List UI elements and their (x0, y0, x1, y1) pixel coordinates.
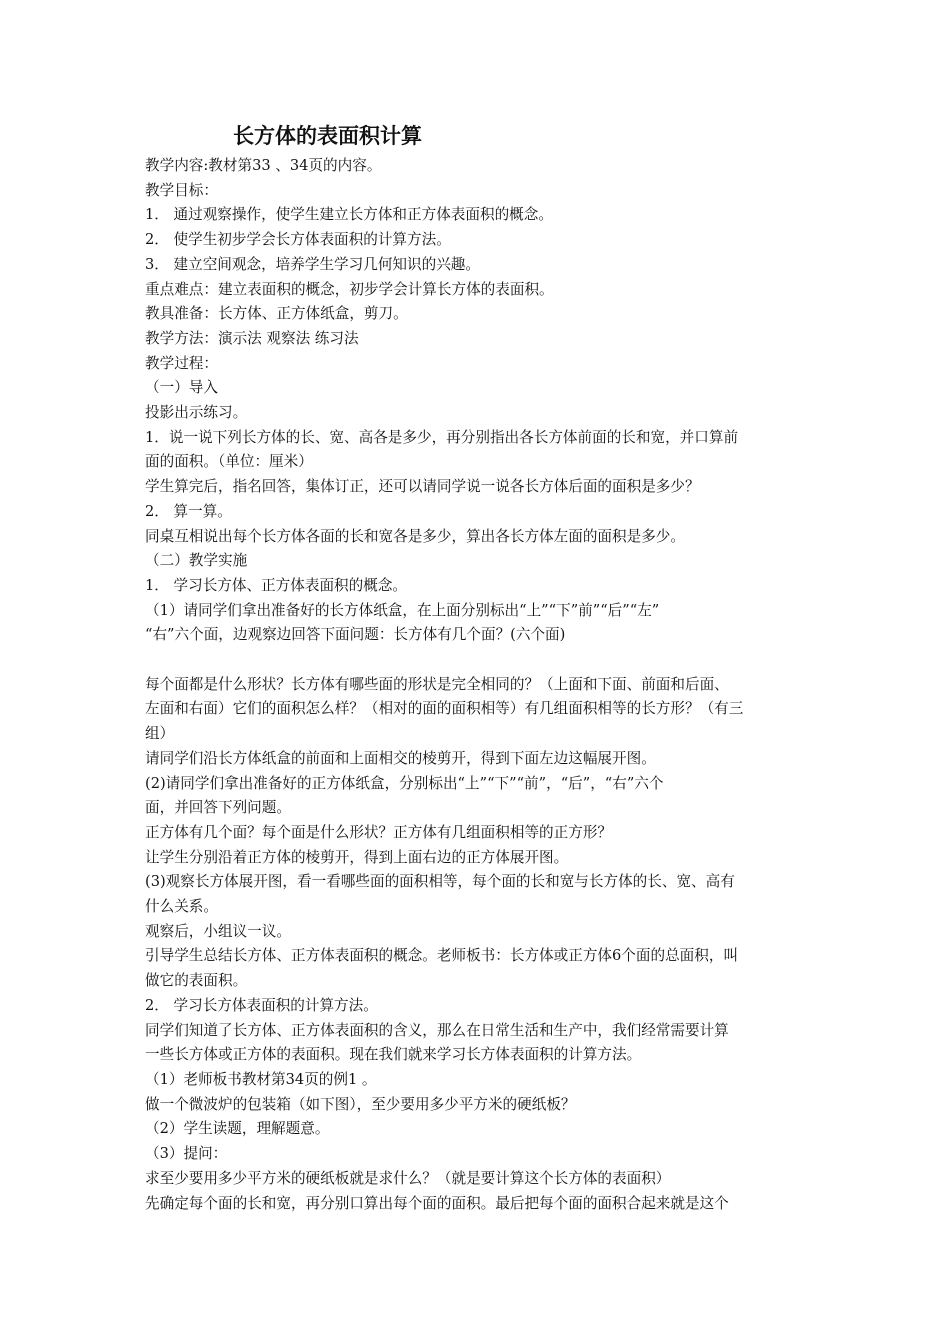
text-line: 每个面都是什么形状？长方体有哪些面的形状是完全相同的？（上面和下面、前面和后面、 (145, 675, 729, 693)
document-title: 长方体的表面积计算 (233, 124, 422, 148)
text-line: （一）导入 (145, 379, 218, 397)
text-line: 同桌互相说出每个长方体各面的长和宽各是多少，算出各长方体左面的面积是多少。 (145, 527, 685, 545)
document-page (145, 118, 813, 1216)
text-line: 什么关系。 (145, 898, 218, 916)
text-line: 观察后，小组议一议。 (145, 922, 291, 940)
text-line: 1．说一说下列长方体的长、宽、高各是多少，再分别指出各长方体前面的长和宽，并口算前 (145, 428, 739, 446)
text-line: 1． 通过观察操作，使学生建立长方体和正方体表面积的概念。 (145, 206, 553, 224)
text-line: (3)观察长方体展开图，看一看哪些面的面积相等，每个面的长和宽与长方体的长、宽、高有 (145, 873, 735, 891)
text-line: 面，并回答下列问题。 (145, 799, 291, 817)
text-line: 教学目标： (145, 181, 218, 199)
text-line: 请同学们沿长方体纸盒的前面和上面相交的棱剪开，得到下面左边这幅展开图。 (145, 749, 656, 767)
blank-line (145, 648, 813, 673)
text-line: 引导学生总结长方体、正方体表面积的概念。老师板书：长方体或正方体6个面的总面积，叫 (145, 947, 739, 965)
text-line: （2）学生读题，理解题意。 (145, 1120, 330, 1138)
text-line: （二）教学实施 (145, 552, 248, 570)
text-line: 让学生分别沿着正方体的棱剪开，得到上面右边的正方体展开图。 (145, 848, 569, 866)
text-line: 做一个微波炉的包装箱（如下图），至少要用多少平方米的硬纸板？ (145, 1095, 576, 1113)
text-line: (2)请同学们拿出准备好的正方体纸盒，分别标出“上”“下”“前”，“后”，“右”六个 (145, 774, 664, 792)
text-line: 1． 学习长方体、正方体表面积的概念。 (145, 576, 408, 594)
text-line: 2． 学习长方体表面积的计算方法。 (145, 996, 378, 1014)
text-line: 一些长方体或正方体的表面积。现在我们就来学习长方体表面积的计算方法。 (145, 1046, 642, 1064)
text-line: 左面和右面）它们的面积怎么样？（相对的面的面积相等）有几组面积相等的长方形？（有三 (145, 700, 744, 718)
text-line: 教具准备：长方体、正方体纸盒，剪刀。 (145, 305, 408, 323)
text-line: “右”六个面，边观察边回答下面问题：长方体有几个面？(六个面) (145, 626, 566, 644)
text-line: 做它的表面积。 (145, 972, 248, 990)
text-line: 重点难点：建立表面积的概念，初步学会计算长方体的表面积。 (145, 280, 554, 298)
text-line: 2． 使学生初步学会长方体表面积的计算方法。 (145, 231, 451, 249)
text-line: 面的面积。（单位：厘米） (145, 453, 313, 471)
text-line: （1）老师板书教材第34页的例1 。 (145, 1071, 377, 1088)
text-line: 投影出示练习。 (145, 404, 248, 422)
text-line: 教学过程： (145, 354, 218, 372)
text-line: （3）提问： (145, 1145, 228, 1163)
text-line: （1）请同学们拿出准备好的长方体纸盒，在上面分别标出“上”“下”前”“后”“左” (145, 601, 660, 619)
text-line: 学生算完后，指名回答，集体订正，还可以请同学说一说各长方体后面的面积是多少？ (145, 478, 700, 496)
text-line: 教学内容:教材第33 、34页的内容。 (145, 157, 382, 174)
text-line: 教学方法：演示法 观察法 练习法 (145, 329, 359, 347)
document-body (145, 154, 813, 1216)
text-line: 正方体有几个面？每个面是什么形状？正方体有几组面积相等的正方形？ (145, 823, 613, 841)
text-line: 求至少要用多少平方米的硬纸板就是求什么？（就是要计算这个长方体的表面积） (145, 1169, 671, 1187)
text-line: 先确定每个面的长和宽，再分别口算出每个面的面积。最后把每个面的面积合起来就是这个 (145, 1194, 729, 1212)
text-line: 2． 算一算。 (145, 502, 232, 520)
text-line: 组） (145, 725, 175, 743)
text-line: 3． 建立空间观念，培养学生学习几何知识的兴趣。 (145, 255, 480, 273)
text-line: 同学们知道了长方体、正方体表面积的含义，那么在日常生活和生产中，我们经常需要计算 (145, 1021, 729, 1039)
